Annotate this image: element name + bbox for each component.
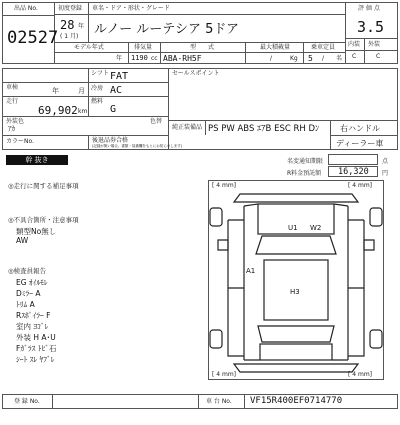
driving-notes-label: ◎走行に関する補足事項 <box>8 182 79 190</box>
left-side-outline <box>228 206 244 360</box>
defects-label: ◎不具合箇所・注意事項 <box>8 216 79 224</box>
color-label: 外装色 <box>6 118 25 125</box>
front-bumper-outline <box>234 194 358 202</box>
trunk-outline <box>260 344 332 360</box>
inspector-line: ﾄﾘﾑ A <box>16 300 35 309</box>
displacement: 1190 <box>131 54 148 62</box>
fuel-label: 燃料 <box>91 98 104 105</box>
first-reg-month: ( 1 月) <box>60 33 79 40</box>
exterior-grade: C <box>376 53 381 60</box>
mileage: 69,902 <box>38 104 78 117</box>
inspector-line: ｼｰﾄ ｽﾚ ﾔﾌﾞﾚ <box>16 355 55 364</box>
capacity-label: 乗車定員 <box>311 44 336 51</box>
title-deadline-unit: 点 <box>382 158 389 165</box>
max-load-unit: Kg <box>290 55 298 62</box>
wheel-rear-right <box>370 330 382 348</box>
rear-label: 後退品券合格 <box>92 137 129 144</box>
color-change-label: 色替 <box>150 118 163 125</box>
handle: 右ハンドル <box>340 124 380 133</box>
dealer: ディーラー車 <box>336 139 384 148</box>
rear-bumper-outline <box>234 364 358 372</box>
fuel: G <box>110 104 117 115</box>
capacity-suffix: 名 <box>336 55 343 62</box>
car-name: ルノー ルーテシア 5ドア <box>94 22 239 37</box>
inspection-month: 月 <box>78 87 85 95</box>
registration-no-label: 登 録 No. <box>14 398 40 405</box>
equipment-label: 純正装備品 <box>172 124 203 131</box>
wheel-rear-left <box>210 330 222 348</box>
title-deadline-box <box>328 154 378 165</box>
displacement-unit: cc <box>151 55 158 62</box>
rear-note: (記録が無い場合、書類・装備欄をもとにお知らせします) <box>92 144 183 148</box>
recycle-unit: 円 <box>382 170 389 177</box>
inspector-line: Rｽﾎﾟｲﾗｰ F <box>16 311 51 320</box>
inspector-line: EG ｵｲﾙﾓﾚ <box>16 278 48 287</box>
wheel-front-right <box>370 208 382 226</box>
first-reg-year: 28 <box>60 18 75 32</box>
capacity: 5 <box>308 54 313 63</box>
cooler: AC <box>110 85 123 96</box>
interior-label: 内装 <box>348 41 361 48</box>
equipment: PS PW ABS ｴｱB ESC RH Dﾝ <box>208 124 320 134</box>
score: 3.5 <box>357 18 385 36</box>
displacement-label: 排気量 <box>134 44 153 51</box>
shift-label: シフト <box>91 70 110 77</box>
first-reg-year-unit: 年 <box>78 23 85 30</box>
defect-line: 類型No無し <box>16 227 57 236</box>
exterior-label: 外装 <box>368 41 381 48</box>
first-reg-label: 初度登録 <box>58 5 83 12</box>
model-year-label: モデル年式 <box>74 44 104 51</box>
mark-a1: A1 <box>246 267 256 275</box>
inspection-label: 車検 <box>6 84 19 91</box>
car-name-label: 車名・ドア・形状・グレード <box>92 5 170 12</box>
inspector-line: Fｶﾞﾗｽ ﾄﾋﾞ石 <box>16 344 57 353</box>
interior-grade: C <box>352 53 357 60</box>
chassis-no: VF15R400EF0714770 <box>250 396 343 406</box>
mileage-label: 走行 <box>6 98 19 105</box>
cooler-label: 冷房 <box>91 85 104 92</box>
mileage-unit: km <box>78 108 88 115</box>
chassis-no-label: 車 台 No. <box>206 398 232 405</box>
color-no-label: カラーNo. <box>6 138 34 145</box>
max-load: / <box>270 55 273 62</box>
type-label: 型 式 <box>190 44 215 51</box>
car-outline-diagram <box>208 180 384 380</box>
rear-window-outline <box>258 326 334 342</box>
inspection-year: 年 <box>52 87 59 95</box>
section-tab: 幹 抜き <box>6 155 68 165</box>
exhibit-no: 02527 <box>7 28 59 48</box>
sales-point-label: セールスポイント <box>172 70 220 77</box>
color: ｱｶ <box>8 125 15 133</box>
recycle: 16,320 <box>338 167 369 177</box>
recycle-label: R料金預託額 <box>287 170 322 177</box>
title-deadline-label: 名変通知期限 <box>287 158 324 165</box>
tire-depth-front-left: [ 4 mm] <box>212 182 237 189</box>
tire-depth-front-right: [ 4 mm] <box>348 182 373 189</box>
tire-depth-rear-left: [ 4 mm] <box>212 371 237 378</box>
model-year-unit: 年 <box>116 55 123 62</box>
inspector-line: 外装 H A･U <box>16 333 56 342</box>
mark-h3: H3 <box>290 288 300 296</box>
mark-u1: U1 <box>288 224 298 232</box>
max-load-label: 最大積載量 <box>260 44 291 51</box>
left-mirror-outline <box>218 240 228 250</box>
score-label: 評 価 点 <box>358 5 380 12</box>
capacity-unit: / <box>322 55 325 62</box>
exhibit-no-label: 出品 No. <box>14 5 38 12</box>
inspector-report-label: ◎検査員報告 <box>8 267 47 275</box>
type-value: ABA-RH5F <box>163 54 202 63</box>
tire-depth-rear-right: [ 4 mm] <box>348 371 373 378</box>
inspector-line: 室内 ﾖｺﾞﾚ <box>16 322 49 331</box>
shift: FAT <box>110 71 129 82</box>
mark-w2: W2 <box>310 224 322 232</box>
right-mirror-outline <box>364 240 374 250</box>
inspector-line: Dﾐﾗｰ A <box>16 289 41 298</box>
wheel-front-left <box>210 208 222 226</box>
defect-line: AW <box>16 236 29 245</box>
right-side-outline <box>348 206 364 360</box>
windshield-outline <box>256 236 336 254</box>
